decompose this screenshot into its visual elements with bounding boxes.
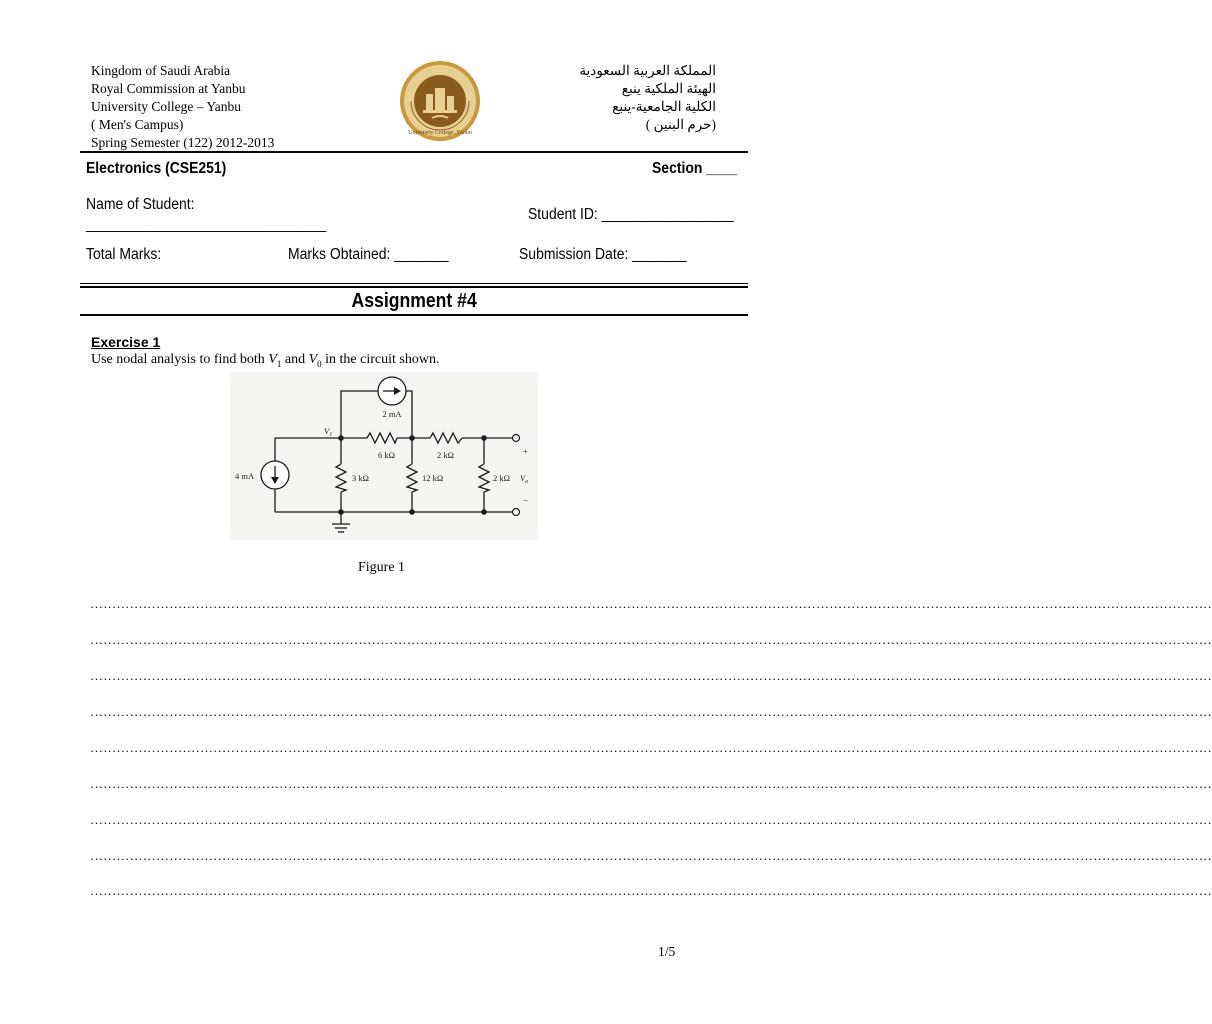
answer-line[interactable]: ………………………………………………………………………………………………………………………………………………………………………………………………………………………………… bbox=[90, 632, 1212, 647]
v1-var: V bbox=[268, 352, 277, 367]
label-2k-right: 2 kΩ bbox=[493, 473, 510, 483]
output-terminal-positive bbox=[513, 435, 520, 442]
label-vo-sub: o bbox=[525, 479, 529, 485]
exercise-text-and: and bbox=[281, 352, 309, 367]
label-6k: 6 kΩ bbox=[378, 450, 395, 460]
exercise-text-before: Use nodal analysis to find both bbox=[91, 352, 269, 367]
title-rule-top-thin bbox=[80, 283, 748, 284]
exercise-title: Exercise 1 bbox=[91, 334, 161, 350]
answer-line[interactable]: ………………………………………………………………………………………………………………………………………………………………………………………………………………………………… bbox=[90, 740, 1212, 755]
total-marks-label: Total Marks: bbox=[86, 246, 162, 263]
answer-line[interactable]: ………………………………………………………………………………………………………………………………………………………………………………………………………………………………… bbox=[90, 883, 1212, 898]
answer-line[interactable]: ………………………………………………………………………………………………………………………………………………………………………………………………………………………………… bbox=[90, 596, 1212, 611]
current-source-2ma bbox=[378, 377, 406, 405]
exercise-text-after: in the circuit shown. bbox=[321, 352, 440, 367]
logo-text: University College, Yanbu bbox=[408, 130, 472, 136]
label-4ma: 4 mA bbox=[235, 471, 255, 481]
section-field[interactable]: Section ____ bbox=[652, 160, 738, 177]
header-arabic bbox=[516, 62, 716, 134]
header-arabic-line-4: (حرم البنين ) bbox=[645, 117, 716, 132]
label-3k: 3 kΩ bbox=[352, 473, 369, 483]
header-line-semester: Spring Semester (122) 2012-2013 bbox=[91, 135, 275, 150]
current-source-4ma bbox=[261, 461, 289, 489]
answer-line[interactable]: ………………………………………………………………………………………………………………………………………………………………………………………………………………………………… bbox=[90, 668, 1212, 683]
label-plus: + bbox=[523, 446, 528, 456]
header-arabic-line-2: الهيئة الملكية ينبع bbox=[621, 81, 716, 96]
assignment-title-text: Assignment #4 bbox=[351, 290, 477, 312]
college-logo bbox=[399, 60, 481, 142]
exercise-text bbox=[91, 352, 439, 369]
circuit-diagram bbox=[230, 372, 538, 540]
label-12k: 12 kΩ bbox=[422, 473, 444, 483]
label-minus: − bbox=[523, 495, 528, 505]
assignment-title bbox=[80, 287, 748, 315]
header-arabic-line-1: المملكة العربية السعودية bbox=[579, 63, 716, 78]
v1-sub: 1 bbox=[276, 358, 282, 369]
header-english bbox=[91, 62, 274, 152]
title-rule-bottom bbox=[80, 314, 748, 316]
answer-line[interactable]: ………………………………………………………………………………………………………………………………………………………………………………………………………………………………… bbox=[90, 848, 1212, 863]
header-line-commission: Royal Commission at Yanbu bbox=[91, 81, 246, 96]
answer-line[interactable]: ………………………………………………………………………………………………………………………………………………………………………………………………………………………………… bbox=[90, 776, 1212, 791]
header-line-country: Kingdom of Saudi Arabia bbox=[91, 63, 231, 78]
answer-line[interactable]: ………………………………………………………………………………………………………………………………………………………………………………………………………………………………… bbox=[90, 812, 1212, 827]
student-name-field[interactable]: ________________________________ bbox=[86, 216, 327, 233]
output-terminal-negative bbox=[513, 509, 520, 516]
page-number: 1/5 bbox=[658, 944, 676, 959]
label-v1-sub: 1 bbox=[329, 432, 333, 438]
header-line-campus: ( Men's Campus) bbox=[91, 117, 184, 132]
label-vo-var: V bbox=[520, 473, 526, 483]
answer-line[interactable]: ………………………………………………………………………………………………………………………………………………………………………………………………………………………………… bbox=[90, 704, 1212, 719]
figure-caption: Figure 1 bbox=[358, 560, 406, 575]
label-2k-top: 2 kΩ bbox=[437, 450, 454, 460]
v0-sub: 0 bbox=[317, 358, 322, 369]
v0-var: V bbox=[308, 352, 318, 367]
student-name-label: Name of Student: bbox=[86, 196, 195, 213]
label-v1-var: V bbox=[324, 426, 330, 436]
header-rule bbox=[80, 151, 748, 153]
header-arabic-line-3: الكلية الجامعية-ينبع bbox=[612, 99, 716, 114]
student-id-field[interactable]: Student ID: _________________ bbox=[528, 206, 734, 223]
submission-date-field[interactable]: Submission Date: _______ bbox=[519, 246, 687, 263]
header-line-college: University College – Yanbu bbox=[91, 99, 241, 114]
course-title: Electronics (CSE251) bbox=[86, 160, 227, 177]
marks-obtained-field[interactable]: Marks Obtained: _______ bbox=[288, 246, 449, 263]
label-2ma: 2 mA bbox=[382, 409, 402, 419]
